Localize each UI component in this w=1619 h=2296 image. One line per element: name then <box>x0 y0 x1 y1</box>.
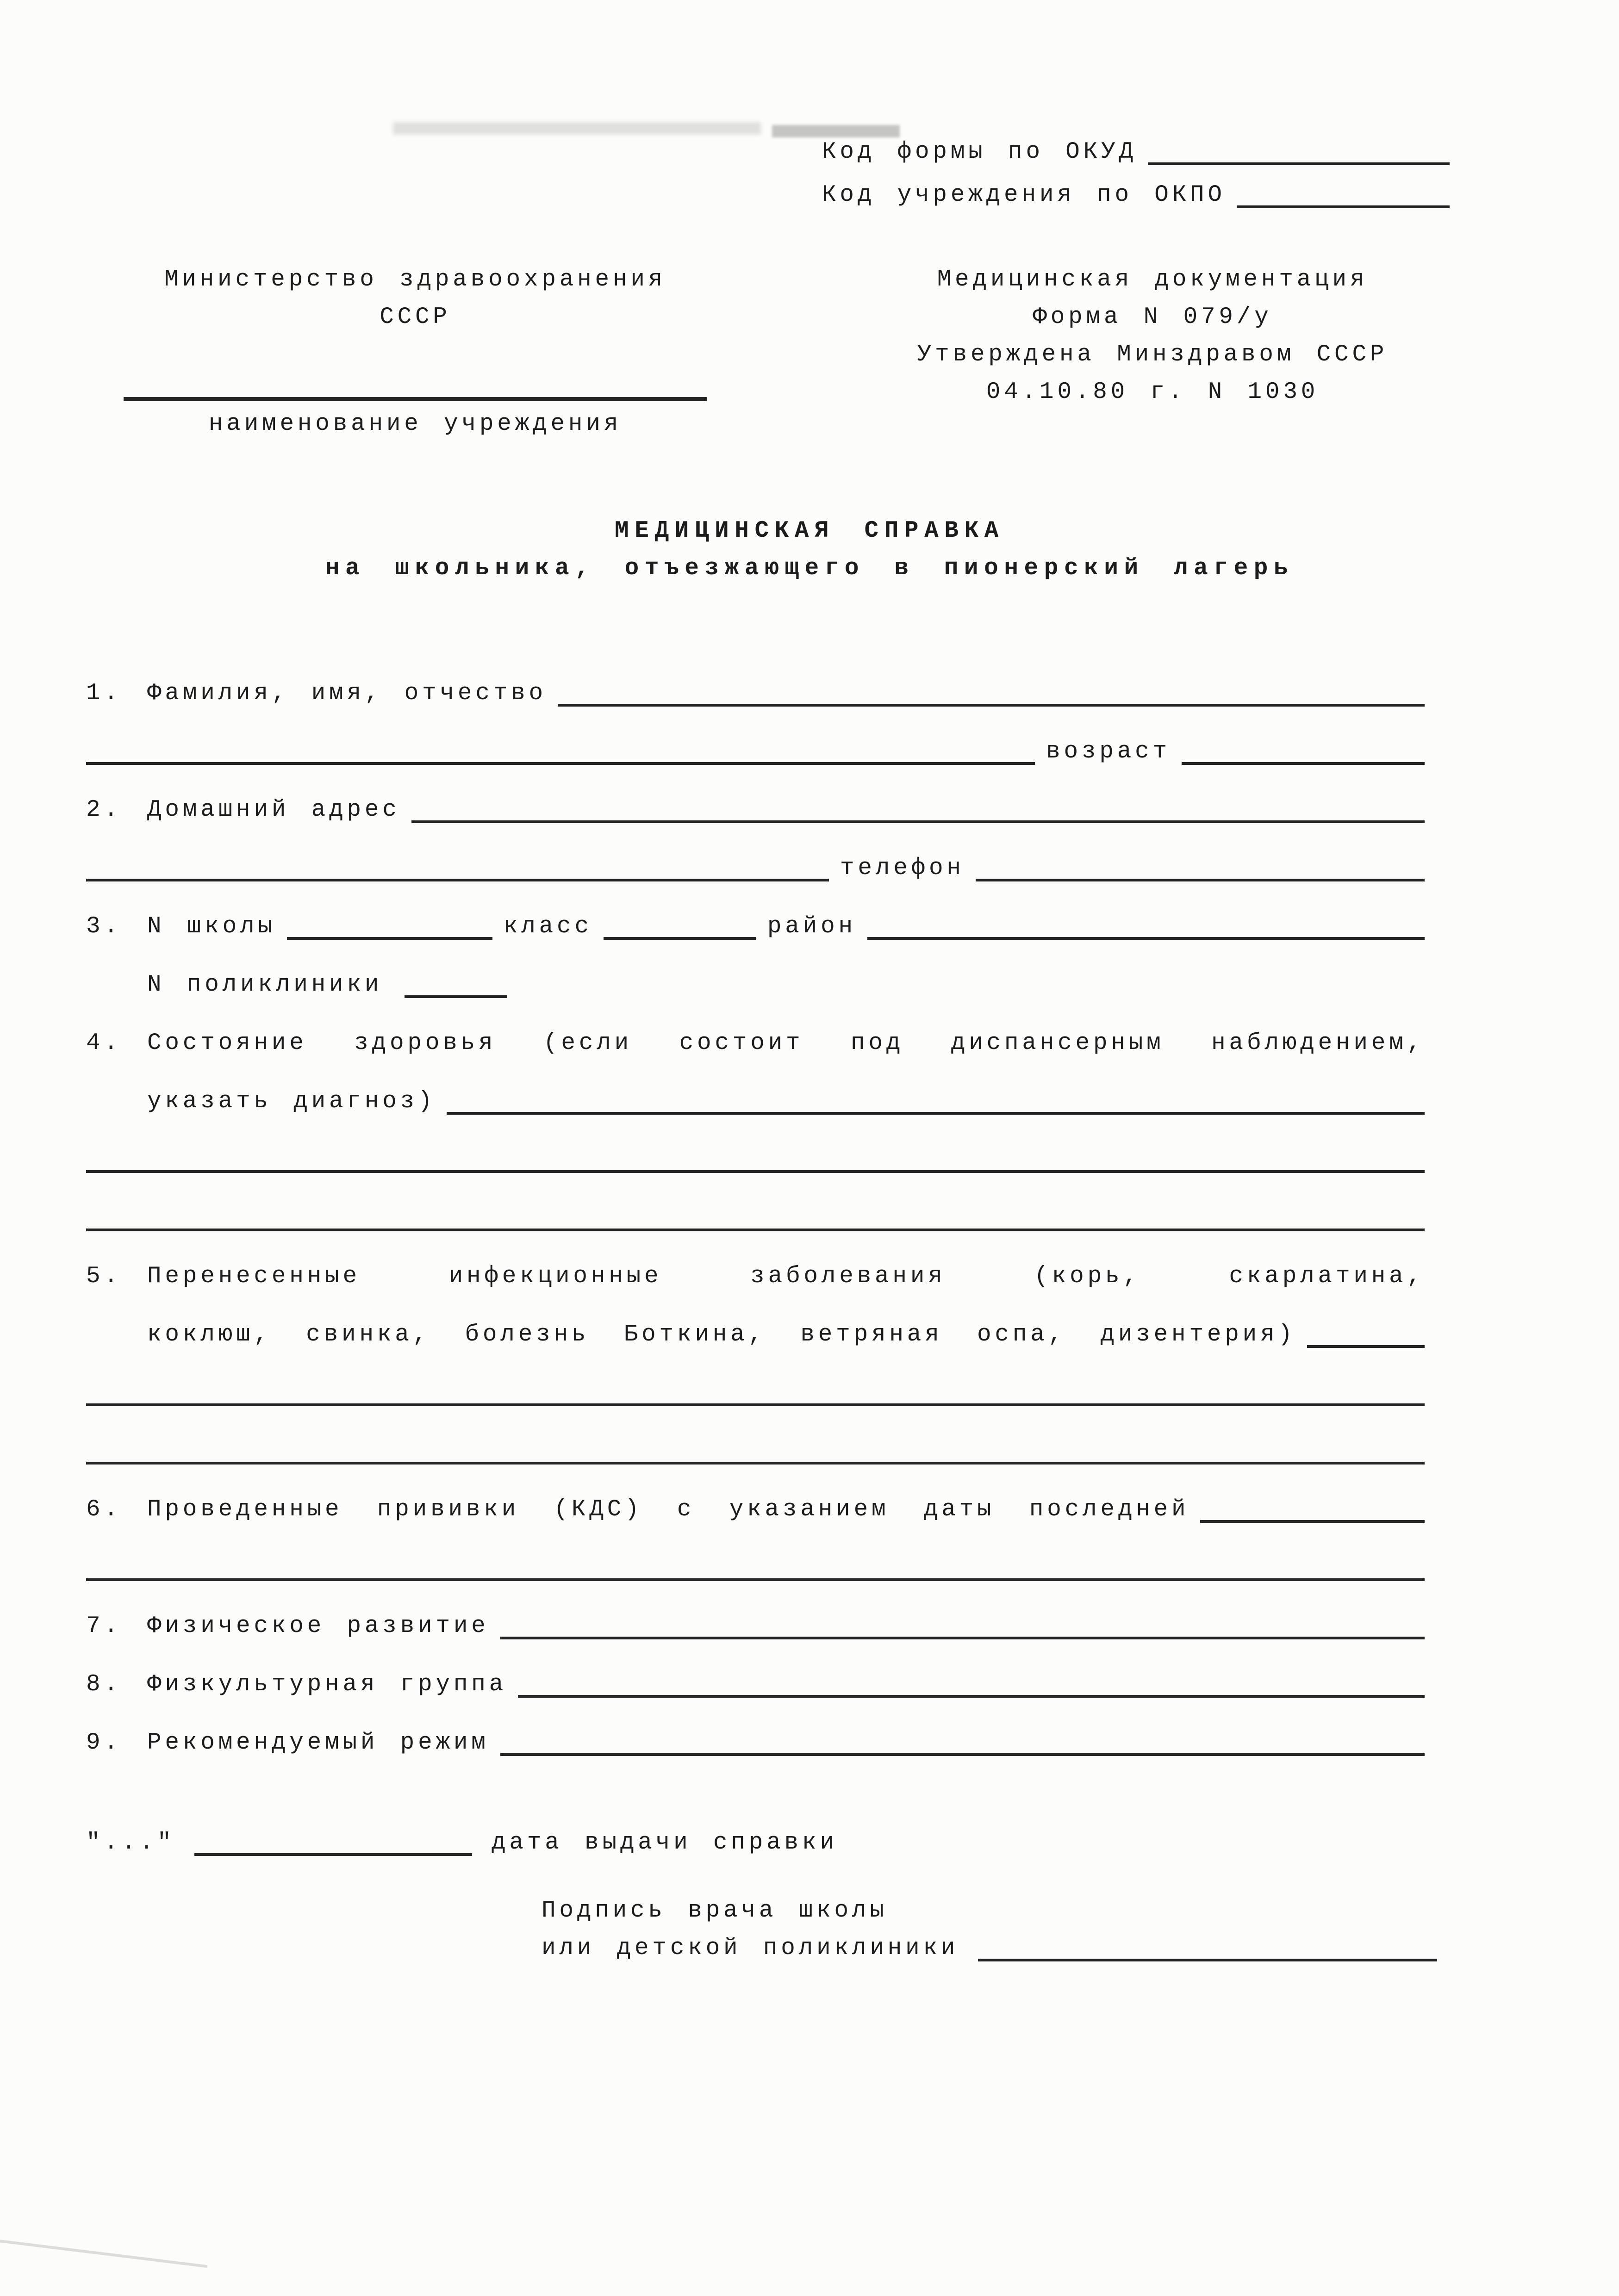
item-number: 9. <box>86 1730 122 1756</box>
okpo-blank-field <box>1237 205 1450 208</box>
field-row-address <box>0 770 1619 829</box>
blank-line-row <box>0 1412 1619 1470</box>
clinic-number-blank-field <box>405 995 507 998</box>
diagnosis-label: указать диагноз) <box>147 1088 436 1115</box>
field-row-regimen <box>0 1703 1619 1762</box>
vaccinations-blank-field <box>1200 1520 1425 1523</box>
document-subtitle: на школьника, отъезжающего в пионерский лагерь <box>325 555 1294 582</box>
field-row-pe-group <box>0 1645 1619 1703</box>
issue-date-quote: "..." <box>86 1830 175 1856</box>
scan-artifact <box>0 2238 208 2268</box>
field-row-infections <box>0 1237 1619 1295</box>
document-title: МЕДИЦИНСКАЯ СПРАВКА <box>615 518 1004 544</box>
regimen-blank-field <box>500 1753 1425 1756</box>
address-blank-field-2 <box>86 879 829 881</box>
signature-row <box>542 1930 1619 1967</box>
signature-blank-field <box>978 1959 1437 1961</box>
age-label: возраст <box>1046 738 1171 765</box>
signature-caption-line1: Подпись врача школы <box>542 1898 888 1924</box>
approval-date-line: 04.10.80 г. N 1030 <box>986 379 1319 405</box>
field-row-diagnosis <box>0 1062 1619 1120</box>
health-status-label: Состояние здоровья (если состоит под диспансерным наблюдением, <box>147 1030 1425 1056</box>
physical-development-label: Физическое развитие <box>147 1613 489 1639</box>
diagnosis-blank-field-3 <box>86 1229 1425 1231</box>
address-label: Домашний адрес <box>147 797 400 823</box>
item-number: 8. <box>86 1671 122 1698</box>
ministry-name: Министерство здравоохранения <box>164 267 666 293</box>
doc-classification: Медицинская документация <box>937 267 1368 293</box>
infections-blank-field-2 <box>86 1403 1425 1406</box>
signature-caption-line2: или детской поликлиники <box>542 1935 959 1961</box>
school-number-blank-field <box>287 937 492 940</box>
item-number: 5. <box>86 1263 122 1290</box>
item-number: 2. <box>86 797 122 823</box>
field-row-school <box>0 887 1619 945</box>
institution-name-line <box>124 397 707 401</box>
district-label: район <box>767 913 856 940</box>
form-number: Форма N 079/у <box>1033 304 1272 330</box>
infections-label: Перенесенные инфекционные заболевания (корь, скарлатина, <box>147 1263 1425 1290</box>
scan-artifact <box>393 122 761 135</box>
clinic-number-label: N поликлиники <box>147 972 383 998</box>
regimen-label: Рекомендуемый режим <box>147 1730 489 1756</box>
item-number: 1. <box>86 680 122 707</box>
item-number: 6. <box>86 1496 122 1523</box>
form-codes-block <box>822 128 1450 214</box>
issue-date-row <box>0 1803 1619 1862</box>
field-row-clinic <box>0 945 1619 1004</box>
okud-code-row <box>822 128 1450 171</box>
class-label: класс <box>503 913 592 940</box>
fio-blank-field <box>558 704 1425 707</box>
okud-label: Код формы по ОКУД <box>822 139 1137 165</box>
district-blank-field <box>867 937 1425 940</box>
institution-caption: наименование учреждения <box>208 411 622 437</box>
phone-blank-field <box>976 879 1425 881</box>
issue-date-caption: дата выдачи справки <box>492 1830 838 1856</box>
fio-label: Фамилия, имя, отчество <box>147 680 547 707</box>
infections-blank-field <box>1307 1345 1425 1348</box>
diagnosis-blank-field <box>447 1112 1425 1115</box>
infections-label-2: коклюш, свинка, болезнь Боткина, ветряная оспа, дизентерия) <box>147 1322 1296 1348</box>
vaccinations-blank-field-2 <box>86 1578 1425 1581</box>
blank-line-row <box>0 1120 1619 1179</box>
okud-blank-field <box>1148 162 1450 165</box>
pe-group-blank-field <box>518 1695 1425 1698</box>
ministry-block <box>86 261 744 443</box>
vaccinations-label: Проведенные прививки (КДС) с указанием даты последней <box>147 1496 1189 1523</box>
okpo-code-row <box>822 171 1450 214</box>
school-number-label: N школы <box>147 913 276 940</box>
phone-label: телефон <box>840 855 965 881</box>
item-number: 3. <box>86 913 122 940</box>
blank-line-row <box>0 1528 1619 1587</box>
approval-line: Утверждена Минздравом СССР <box>917 341 1388 368</box>
diagnosis-blank-field-2 <box>86 1170 1425 1173</box>
signature-block <box>542 1892 1619 1967</box>
field-row-physical-development <box>0 1587 1619 1645</box>
blank-line-row <box>0 1353 1619 1412</box>
title-block <box>0 512 1619 587</box>
field-row-fio <box>0 654 1619 712</box>
field-row-vaccinations <box>0 1470 1619 1528</box>
field-row-health <box>0 1004 1619 1062</box>
address-blank-field <box>411 820 1425 823</box>
pe-group-label: Физкультурная группа <box>147 1671 507 1698</box>
field-row-infections-2 <box>0 1295 1619 1353</box>
infections-blank-field-3 <box>86 1462 1425 1464</box>
class-blank-field <box>604 937 756 940</box>
blank-line-row <box>0 1179 1619 1237</box>
fio-blank-field-2 <box>86 762 1035 765</box>
physical-development-blank-field <box>500 1637 1425 1639</box>
field-row-phone <box>0 829 1619 887</box>
header-columns <box>0 261 1619 443</box>
item-number: 7. <box>86 1613 122 1639</box>
okpo-label: Код учреждения по ОКПО <box>822 182 1226 208</box>
field-row-age <box>0 712 1619 770</box>
documentation-block <box>850 261 1455 411</box>
form-items <box>0 654 1619 1762</box>
age-blank-field <box>1182 762 1425 765</box>
issue-date-blank-field <box>194 1853 472 1856</box>
item-number: 4. <box>86 1030 122 1056</box>
ministry-name-line2: СССР <box>380 304 451 330</box>
